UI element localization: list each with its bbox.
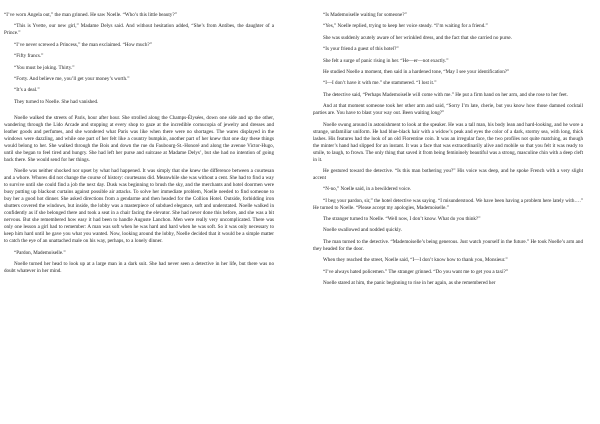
paragraph: “Is your friend a guest of this hotel?” (323, 46, 399, 53)
paragraph: Noelle swung around in astonishment to look at the speaker. He was a tall man, his body lean and hard-looking, and he wore a strange, unfamiliar uniform. He had blue-black hair with a widow’s peak and eyes the color of a dark, stormy sea, with long, thick lashes. His features had the look of an old Florentine coin. It was an irregular face, the two profiles not quite matching, as though the minter’s hand had slipped for an instant. It was a face that was extraordinarily alive and mobile so that you felt it was ready to smile, to laugh, to frown. The only thing that saved it from being femininely beautiful was a strong, masculine chin with a deep cleft in it. (313, 121, 583, 163)
paragraph: “Pardon, Mademoiselle.” (14, 249, 66, 256)
paragraph: Noelle stared at him, the panic beginning to rise in her again, as she remembered her (323, 280, 496, 287)
paragraph: They turned to Noelle. She had vanished. (14, 98, 99, 105)
paragraph: “Fifty francs.” (14, 53, 44, 60)
paragraph: When they reached the street, Noelle said, “I—I don’t know how to thank you, Monsieur.” (323, 257, 508, 264)
paragraph: “It’s a deal.” (14, 87, 40, 94)
paragraph: He gestured toward the detective. “Is this man bothering you?” His voice was deep, and he spoke French with a very slight accent (313, 167, 583, 181)
paragraph: The stranger turned to Noelle. “Well now, I don’t know. What do you think?” (323, 216, 481, 223)
paragraph: “N-no,” Noelle said, in a bewildered voice. (323, 186, 412, 193)
paragraph: And at that moment someone took her other arm and said, “Sorry I’m late, cherie, but you know how those damned cocktail parties are. You have to blast your way out. Been waiting long?” (313, 103, 583, 117)
paragraph: Noelle was neither shocked nor upset by what had happened. It was simply that she knew the difference between a courtesan and a whore. Whores did not change the course of history: courtesans did. Meanwhile she was without a cent. She had to find a way to survive until she could find a job the next day. Dusk was beginning to brush the sky, and the merchants and hotel doormen were busy putting up blackout curtains against possible air attacks. To solve her immediate problem, Noelle needed to find someone to buy her a good hot dinner. She asked directions from a gendarme and then headed for the Collion Hotel. Outside, forbidding iron shutters covered the windows, but inside, the lobby was a masterpiece of subdued elegance, soft and understated. Noelle walked in confidently as if she belonged there and took a seat in a chair facing the elevator. She had never done this before, and she was a bit nervous. But she remembered how easy it had been to handle Auguste Lanchon. Men were really very uncomplicated. There was only one lesson a girl had to remember: A man was soft when he was hard and hard when he was soft. So it was only necessary to keep him hard until he gave you what you wanted. Now, looking around the lobby, Noelle decided that it would be a simple matter to catch the eye of an unattached male on his way, perhaps, to a lonely dinner. (4, 168, 274, 245)
paragraph: “I—I don’t have it with me.” she stammered. “I lost it.” (323, 80, 437, 87)
paragraph: Noelle walked the streets of Paris, hour after hour. She strolled along the Champs-Élysées, down one side and up the other, wandering through the Lido Arcade and stopping at every shop to gaze at the incredible cornucopia of jewelry and dresses and leather goods and perfumes, and she wondered what Paris was like when there were no shortages. The wares displayed in the windows were dazzling, and while one part of her felt like a country bumpkin, another part of her knew that one day these things would belong to her. She walked through the Bois and down the rue du Faubourg-St.-Honoré and along the avenue Victor-Hugo, until she began to feel tired and hungry. She had left her purse and suitcase at Madame Delys’, but she had no intention of going back there. She would send for her things. (4, 114, 274, 163)
paragraph: “I’ve always hated policemen.” The stranger grinned. “Do you want me to get you a taxi?” (323, 268, 509, 275)
paragraph: The detective said, “Perhaps Mademoiselle will come with me.” He put a firm hand on her arm, and she rose to her feet. (323, 91, 568, 98)
paragraph: “I beg your pardon, sir,” the hotel detective was saying. “I misunderstood. We have been having a problem here lately with….” He turned to Noelle. “Please accept my apologies, Mademoiselle.” (313, 197, 583, 211)
paragraph: “Is Mademoiselle waiting for someone?” (323, 12, 407, 18)
paragraph: “This is Yvette, our new girl,” Madame Delys said. And without hesitation added, “She’s from Antibes, the daughter of a Prince.” (4, 23, 274, 37)
right-column (313, 12, 583, 291)
paragraph: She was suddenly acutely aware of her wrinkled dress, and the fact that she carried no purse. (323, 34, 512, 41)
paragraph: She felt a surge of panic rising in her. “He—er—not exactly.” (323, 57, 449, 64)
paragraph: “Yes,” Noelle replied, trying to keep her voice steady. “I’m waiting for a friend.” (323, 23, 488, 30)
paragraph: Noelle turned her head to look up at a large man in a dark suit. She had never seen a detective in her life, but there was no doubt whatever in her mind. (4, 260, 274, 274)
paragraph: “I’ve never screwed a Princess,” the man exclaimed. “How much?” (14, 41, 152, 48)
paragraph: “I’ve worn Angela out,” the man grinned. He saw Noelle. “Who’s this little beauty?” (4, 12, 177, 18)
paragraph: “You must be joking. Thirty.” (14, 64, 75, 71)
paragraph: Noelle swallowed and nodded quickly. (323, 227, 403, 234)
paragraph: “Forty. And believe me, you’ll get your money’s worth.” (14, 75, 130, 82)
left-column (4, 12, 274, 279)
paragraph: The man turned to the detective. “Mademoiselle’s being generous. Just watch yourself in the future.” He took Noelle’s arm and they headed for the door. (313, 238, 583, 252)
paragraph: He studied Noelle a moment, then said in a hardened tone, “May I see your identification?” (323, 68, 510, 75)
